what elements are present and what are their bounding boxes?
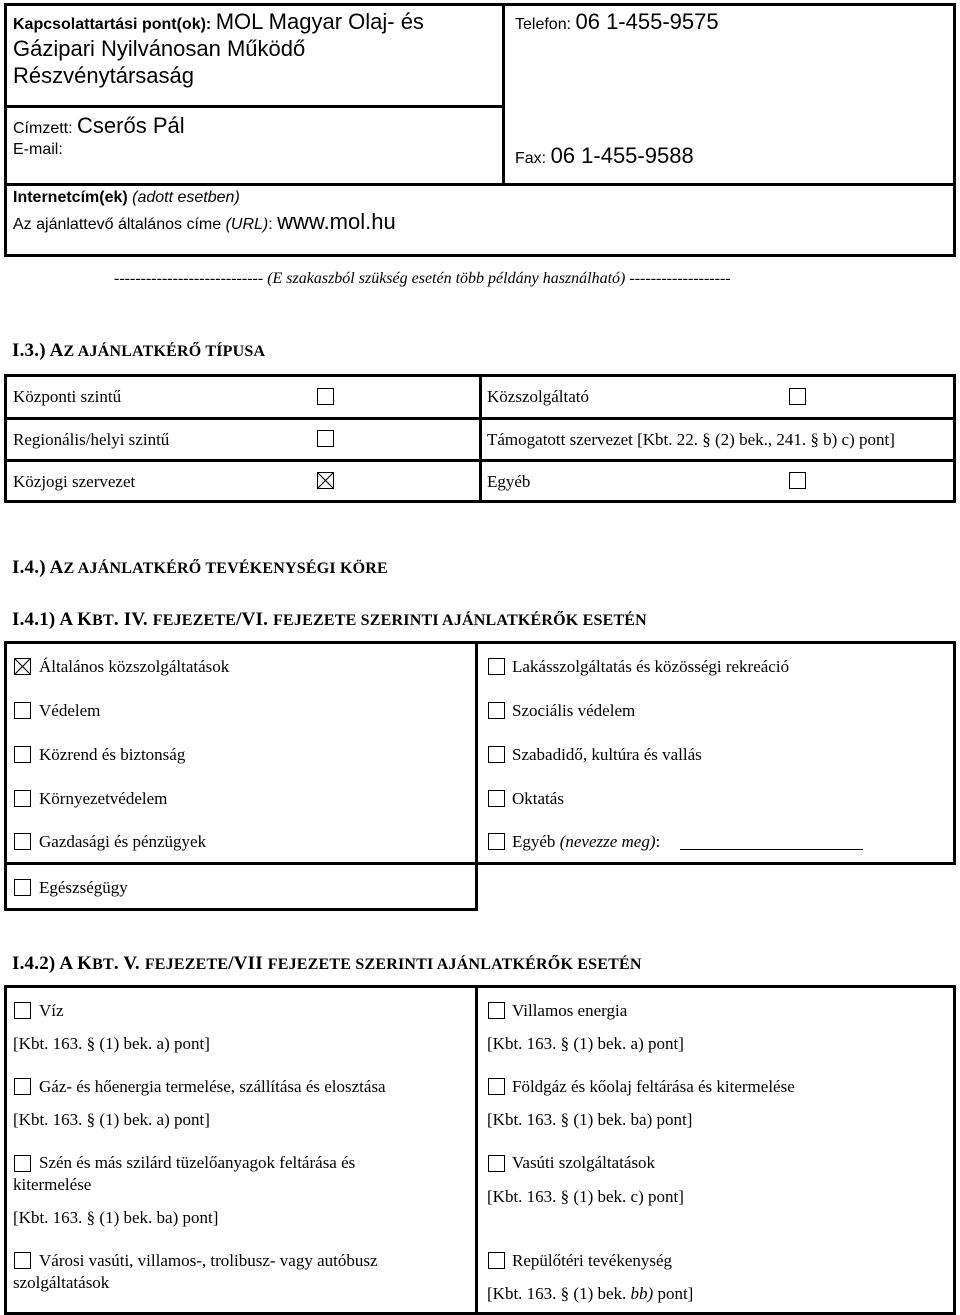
i41-recreation-label: Szabadidő, kultúra és vallás [512, 745, 702, 764]
i42-rail-checkbox[interactable] [488, 1155, 505, 1172]
i42-urban-transport-label-2: szolgáltatások [13, 1273, 110, 1292]
checked-x-icon [318, 473, 333, 488]
i41-other-label: Egyéb (nevezze meg): [512, 832, 661, 851]
i3-other-checkbox[interactable] [789, 472, 806, 489]
i41-general-services-label: Általános közszolgáltatások [39, 657, 230, 676]
i3-cell-right-3 [479, 459, 956, 503]
i42-electricity-checkbox[interactable] [488, 1002, 505, 1019]
i3-central-label: Központi szintű [13, 387, 122, 406]
fax-value: 06 1-455-9588 [550, 143, 694, 168]
i3-regional-checkbox[interactable] [317, 430, 334, 447]
i42-oil-gas-label: Földgáz és kőolaj feltárása és kitermelése [512, 1077, 795, 1096]
section-separator: ---------------------------- (E szakaszból szükség esetén több példány használható) ------------------- [114, 270, 731, 287]
i41-education-checkbox[interactable] [488, 790, 505, 807]
i41-recreation-checkbox[interactable] [488, 746, 505, 763]
i41-general-services-checkbox[interactable] [14, 658, 31, 675]
i42-rail-label: Vasúti szolgáltatások [512, 1153, 656, 1172]
section-i4-title: I.4.) AZ AJÁNLATKÉRŐ TEVÉKENYSÉGI KÖRE [12, 557, 388, 578]
contact-point-value-3: Részvénytársaság [13, 63, 194, 88]
i41-social-checkbox[interactable] [488, 702, 505, 719]
i3-other-label: Egyéb [487, 472, 531, 491]
i41-health-checkbox[interactable] [14, 879, 31, 896]
contact-point: Kapcsolattartási pont(ok): MOL Magyar Olaj- és [13, 9, 424, 34]
i41-defence-checkbox[interactable] [14, 702, 31, 719]
i3-public-law-checkbox[interactable] [317, 472, 334, 489]
i42-rail-ref: [Kbt. 163. § (1) bek. c) pont] [487, 1187, 684, 1206]
i42-airport-label: Repülőtéri tevékenység [512, 1251, 673, 1270]
i3-public-service-checkbox[interactable] [789, 388, 806, 405]
i3-regional-label: Regionális/helyi szintű [13, 430, 170, 449]
internet-address: Internetcím(ek) (adott esetben) [13, 189, 240, 206]
i3-central-checkbox[interactable] [317, 388, 334, 405]
section-i41-title: I.4.1) A KBT. IV. FEJEZETE/VI. FEJEZETE SZERINTI AJÁNLATKÉRŐK ESETÉN [12, 609, 647, 630]
i41-economic-label: Gazdasági és pénzügyek [39, 832, 207, 851]
checked-x-icon [15, 659, 30, 674]
i42-urban-transport-label: Városi vasúti, villamos-, trolibusz- vagy autóbusz [39, 1251, 378, 1270]
i42-gas-label: Gáz- és hőenergia termelése, szállítása és elosztása [39, 1077, 386, 1096]
url-line: Az ajánlattevő általános címe (URL): www.mol.hu [13, 209, 396, 234]
recipient-value: Cserős Pál [77, 113, 185, 138]
i41-housing-checkbox[interactable] [488, 658, 505, 675]
url-value: www.mol.hu [277, 209, 396, 234]
contact-point-value-2: Gázipari Nyilvánosan Működő [13, 36, 306, 61]
section-i3-title: I.3.) AZ AJÁNLATKÉRŐ TÍPUSA [12, 340, 266, 361]
i41-environment-checkbox[interactable] [14, 790, 31, 807]
i42-coal-label: Szén és más szilárd tüzelőanyagok feltárása és [39, 1153, 356, 1172]
fax: Fax: 06 1-455-9588 [515, 143, 694, 168]
i41-public-order-label: Közrend és biztonság [39, 745, 186, 764]
i41-other-input-line[interactable] [680, 849, 863, 850]
i41-environment-label: Környezetvédelem [39, 789, 168, 808]
i3-public-service-label: Közszolgáltató [487, 387, 589, 406]
i41-social-label: Szociális védelem [512, 701, 636, 720]
i42-electricity-label: Villamos energia [512, 1001, 628, 1020]
contact-point-value: MOL Magyar Olaj- és [215, 9, 424, 34]
i42-coal-ref: [Kbt. 163. § (1) bek. ba) pont] [13, 1208, 219, 1227]
i41-education-label: Oktatás [512, 789, 564, 808]
i42-coal-label-2: kitermelése [13, 1175, 92, 1194]
section-i42-title: I.4.2) A KBT. V. FEJEZETE/VII FEJEZETE SZERINTI AJÁNLATKÉRŐK ESETÉN [12, 953, 642, 974]
i41-other-checkbox[interactable] [488, 833, 505, 850]
i42-water-ref: [Kbt. 163. § (1) bek. a) pont] [13, 1034, 210, 1053]
phone-value: 06 1-455-9575 [575, 9, 719, 34]
i3-public-law-label: Közjogi szervezet [13, 472, 136, 491]
i42-urban-transport-checkbox[interactable] [14, 1252, 31, 1269]
i41-economic-checkbox[interactable] [14, 833, 31, 850]
i41-public-order-checkbox[interactable] [14, 746, 31, 763]
email-label: E-mail: [13, 141, 63, 158]
i42-gas-ref: [Kbt. 163. § (1) bek. a) pont] [13, 1110, 210, 1129]
i3-supported-label: Támogatott szervezet [Kbt. 22. § (2) bek., 241. § b) c) pont] [487, 430, 895, 449]
i42-coal-checkbox[interactable] [14, 1155, 31, 1172]
i41-housing-label: Lakásszolgáltatás és közösségi rekreáció [512, 657, 790, 676]
i42-airport-ref: [Kbt. 163. § (1) bek. bb) pont] [487, 1284, 694, 1303]
i42-electricity-ref: [Kbt. 163. § (1) bek. a) pont] [487, 1034, 684, 1053]
i42-water-checkbox[interactable] [14, 1002, 31, 1019]
i42-airport-checkbox[interactable] [488, 1252, 505, 1269]
i41-defence-label: Védelem [39, 701, 101, 720]
i42-water-label: Víz [39, 1001, 64, 1020]
i41-health-label: Egészségügy [39, 878, 128, 897]
i42-oil-gas-checkbox[interactable] [488, 1078, 505, 1095]
phone: Telefon: 06 1-455-9575 [515, 9, 719, 34]
recipient: Címzett: Cserős Pál [13, 113, 185, 138]
i42-gas-checkbox[interactable] [14, 1078, 31, 1095]
i42-oil-gas-ref: [Kbt. 163. § (1) bek. ba) pont] [487, 1110, 693, 1129]
